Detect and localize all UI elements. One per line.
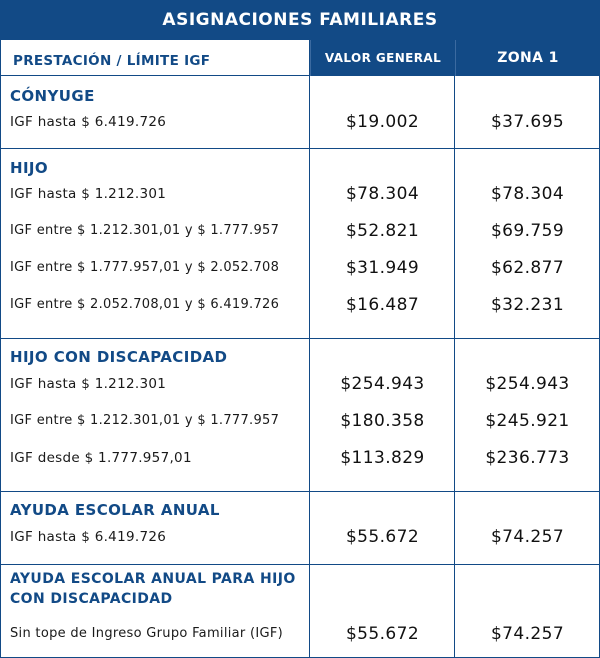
value-general: $55.672 bbox=[345, 527, 420, 547]
row-label: IGF hasta $ 1.212.301 bbox=[10, 376, 167, 392]
value-zona-1: $236.773 bbox=[485, 448, 570, 468]
section-title-line-2: CON DISCAPACIDAD bbox=[10, 591, 173, 607]
row-label: Sin tope de Ingreso Grupo Familiar (IGF) bbox=[10, 626, 284, 641]
value-zona-1: $254.943 bbox=[485, 374, 570, 394]
value-zona-1: $245.921 bbox=[485, 411, 570, 431]
value-zona-1: $32.231 bbox=[490, 295, 565, 315]
section-hijo bbox=[0, 148, 600, 339]
value-zona-1: $78.304 bbox=[490, 184, 565, 204]
value-zona-1: $74.257 bbox=[490, 624, 565, 644]
row-label: IGF hasta $ 6.419.726 bbox=[10, 114, 167, 130]
value-zona-1: $69.759 bbox=[490, 221, 565, 241]
value-general: $113.829 bbox=[340, 448, 425, 468]
section-title-line-1: AYUDA ESCOLAR ANUAL PARA HIJO bbox=[10, 571, 296, 587]
row-label: IGF entre $ 1.777.957,01 y $ 2.052.708 bbox=[10, 260, 280, 275]
row-label: IGF desde $ 1.777.957,01 bbox=[10, 450, 192, 466]
value-zona-1: $74.257 bbox=[490, 527, 565, 547]
section-hijo-con-discapacidad bbox=[0, 338, 600, 492]
value-general: $16.487 bbox=[345, 295, 420, 315]
value-general: $55.672 bbox=[345, 624, 420, 644]
value-general: $78.304 bbox=[345, 184, 420, 204]
column-header-zona-1: ZONA 1 bbox=[455, 40, 600, 76]
column-header-prestacion: PRESTACIÓN / LÍMITE IGF bbox=[0, 40, 310, 76]
value-zona-1: $62.877 bbox=[490, 258, 565, 278]
section-title: HIJO CON DISCAPACIDAD bbox=[10, 348, 228, 366]
value-zona-1: $37.695 bbox=[490, 112, 565, 132]
value-general: $180.358 bbox=[340, 411, 425, 431]
row-label: IGF entre $ 2.052.708,01 y $ 6.419.726 bbox=[10, 297, 280, 312]
section-conyuge bbox=[0, 76, 600, 149]
section-title: CÓNYUGE bbox=[10, 87, 95, 105]
section-ayuda-escolar-discapacidad bbox=[0, 564, 600, 658]
row-label: IGF hasta $ 1.212.301 bbox=[10, 186, 167, 202]
row-label: IGF entre $ 1.212.301,01 y $ 1.777.957 bbox=[10, 223, 280, 238]
section-ayuda-escolar-anual bbox=[0, 491, 600, 565]
row-label: IGF hasta $ 6.419.726 bbox=[10, 529, 167, 545]
column-header-valor-general: VALOR GENERAL bbox=[310, 40, 455, 76]
value-general: $52.821 bbox=[345, 221, 420, 241]
value-general: $31.949 bbox=[345, 258, 420, 278]
value-general: $19.002 bbox=[345, 112, 420, 132]
value-general: $254.943 bbox=[340, 374, 425, 394]
section-title: HIJO bbox=[10, 159, 49, 177]
table-title: ASIGNACIONES FAMILIARES bbox=[0, 0, 600, 40]
section-title: AYUDA ESCOLAR ANUAL bbox=[10, 501, 220, 519]
row-label: IGF entre $ 1.212.301,01 y $ 1.777.957 bbox=[10, 413, 280, 428]
